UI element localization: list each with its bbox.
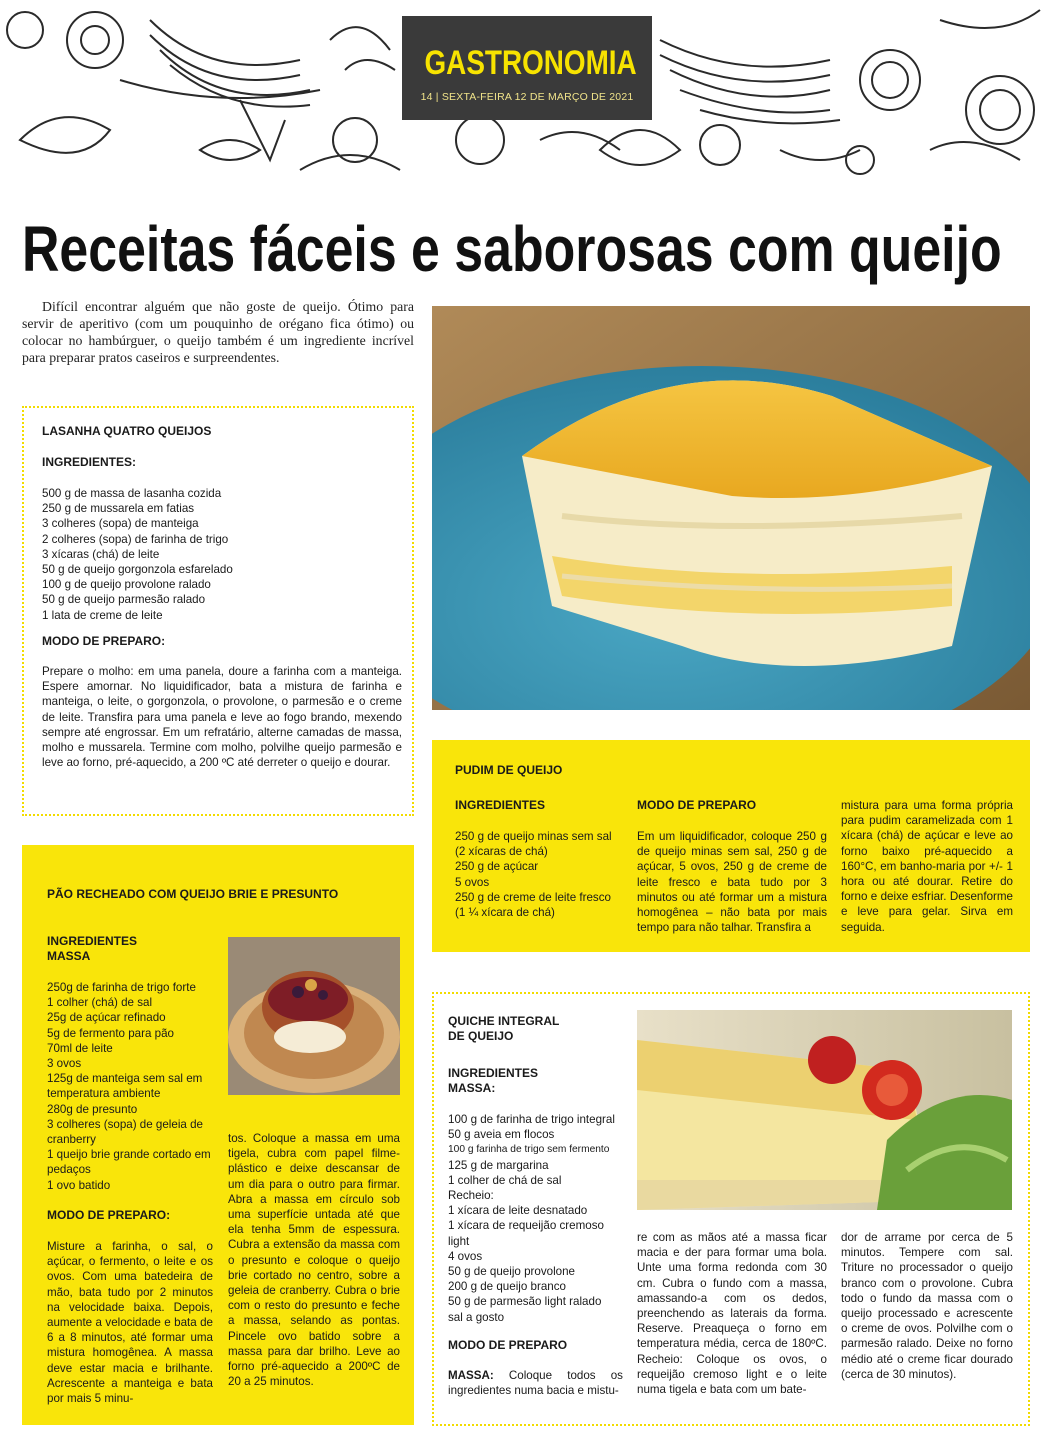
quiche-title <box>448 1014 628 1044</box>
pudim-title: PUDIM DE QUEIJO <box>455 763 563 777</box>
pao-title: PÃO RECHEADO COM QUEIJO BRIE E PRESUNTO <box>47 887 339 901</box>
quiche-method-col3: dor de arrame por cerca de 5 minutos. Tempere com sal. Triture no processador o queijo branco com o provolone. Cubra todo o fundo da massa com o queijo processado e acrescente o creme de ovos. Polvilhe com o parmesão ralado. Deixe no forno médio até o creme ficar dourado (cerca de 30 minutos). <box>841 1231 1013 1381</box>
ingredient-item: 50 g de queijo parmesão ralado <box>42 593 206 607</box>
pudim-method-label: MODO DE PREPARO <box>637 798 757 812</box>
ingredient-item: 3 ovos <box>47 1057 82 1071</box>
ingredient-item: 50 g de queijo gorgonzola esfarelado <box>42 563 233 577</box>
ingredient-item: 1 colher (chá) de sal <box>47 996 153 1010</box>
lasanha-ingredients-list <box>42 486 402 623</box>
ingredient-item: 1 colher de chá de sal <box>448 1173 562 1187</box>
ingredient-item: 5g de fermento para pão <box>47 1026 174 1040</box>
ingredient-item: 250g de farinha de trigo forte <box>47 981 196 994</box>
ingredient-item: 5 ovos <box>455 875 490 889</box>
quiche-method-col1-text: Coloque todos os ingredientes numa bacia e mistu- <box>448 1369 623 1398</box>
issue-date-line: 14 | SEXTA-FEIRA 12 DE MARÇO DE 2021 <box>420 91 634 103</box>
pudim-ingredients-list <box>455 829 625 920</box>
quiche-title-line1: QUICHE INTEGRAL <box>448 1014 560 1028</box>
ingredient-item: 2 colheres (sopa) de farinha de trigo <box>42 532 229 546</box>
ingredient-item: 50 g de parmesão light ralado <box>448 1295 602 1309</box>
quiche-massa-inline-label: MASSA: <box>448 1369 494 1382</box>
quiche-photo <box>637 1010 1012 1210</box>
quiche-method-col1 <box>448 1368 623 1398</box>
ingredient-item: (2 xícaras de chá) <box>455 845 548 859</box>
pao-massa-label: MASSA <box>47 949 91 963</box>
pao-photo <box>228 937 400 1095</box>
ingredient-item: 50 g de queijo provolone <box>448 1265 575 1279</box>
ingredient-item: 1 xícara de leite desnatado <box>448 1204 588 1218</box>
header-banner <box>0 0 1058 180</box>
ingredient-item: 250 g de mussarela em fatias <box>42 502 195 516</box>
ingredient-item: 280g de presunto <box>47 1102 138 1116</box>
lasanha-method-label: MODO DE PREPARO: <box>42 634 166 648</box>
ingredient-item: 500 g de massa de lasanha cozida <box>42 487 222 500</box>
quiche-method-col2: re com as mãos até a massa ficar macia e der para formar uma bola. Unte uma forma redonda com 30 cm. Cubra o fundo com a massa, amassando-a com os dedos, preenchendo as laterais da forma. Reserve. Preaqueça o forno em temperatura média, cerca de 180ºC. Recheio: Coloque os ovos, o requeijão cremoso light e o leite numa tigela e bata com um bate- <box>637 1231 827 1397</box>
quiche-title-line2: DE QUEIJO <box>448 1029 514 1043</box>
ingredient-item: 125 g de margarina <box>448 1158 549 1172</box>
quiche-ingredients-list <box>448 1112 628 1325</box>
section-masthead <box>402 16 652 120</box>
quiche-method-label: MODO DE PREPARO <box>448 1338 568 1352</box>
pudim-method-col1: Em um liquidificador, coloque 250 g de queijo minas sem sal, 250 g de açúcar, 5 ovos, 250 g de creme de leite fresco e bata tudo por 3 minutos ou até formar um a mistura homogênea – não bata por mais tempo para não talhar. Transfira a <box>637 830 827 935</box>
ingredient-item: 250 g de creme de leite fresco <box>455 890 611 904</box>
ingredient-item: 100 g farinha de trigo sem fermento <box>448 1144 610 1156</box>
ingredient-item: 25g de açúcar refinado <box>47 1011 166 1025</box>
ingredient-item: 70ml de leite <box>47 1041 113 1055</box>
pao-method-label: MODO DE PREPARO: <box>47 1208 171 1222</box>
pudim-ingredients-label: INGREDIENTES <box>455 798 546 812</box>
pao-method-col1: Misture a farinha, o sal, o açúcar, o fermento, o leite e os ovos. Com uma batedeira de mão, bata tudo por 2 minutos na velocidade baixa. Depois, aumente a velocidade e bata de 6 a 8 minutos, até formar uma mistura homogênea. A massa deve estar macia e brilhante. Acrescente a manteiga e bata por mais 5 minu- <box>47 1240 213 1406</box>
lasanha-method-text: Prepare o molho: em uma panela, doure a farinha com a manteiga. Espere amornar. No liquidificador, bata a mistura de farinha e manteiga, o leite, o gorgonzola, o provolone, o parmesão e o creme de leite. Transfira para uma panela e leve ao fogo brando, mexendo sempre até engrossar. Em um refratário, alterne camadas de massa, molho e mussarela. Termine com molho, polvilhe queijo parmesão e leve ao forno, pré-aquecido, a 200 ºC até derreter o queijo e dourar. <box>42 665 402 770</box>
ingredient-item: 50 g aveia em flocos <box>448 1128 555 1142</box>
pao-method-col2: tos. Coloque a massa em uma tigela, cubra com papel filme-plástico e deixe descansar de um dia para o outro para firmar. Abra a massa em círculo sob uma superfície untada até que ela tenha 5mm de espessura. Cubra a extensão da massa com o presunto e coloque o queijo brie cortado no centro, sobre a geleia de cranberry. Cubra o brie com o resto do presunto e feche a massa, selando as pontas. Pincele ovo batido sobre a massa para dar brilho. Leve ao forno pré-aquecido a 200ºC de 20 a 25 minutos. <box>228 1132 400 1389</box>
ingredient-item: 1 queijo brie grande cortado em pedaços <box>47 1148 211 1177</box>
intro-paragraph: Difícil encontrar alguém que não goste de queijo. Ótimo para servir de aperitivo (com um pouquinho de orégano fica ótimo) ou colocar no hambúrguer, o queijo também é um ingrediente incrível para preparar pratos caseiros e surpreendentes. <box>22 299 414 365</box>
ingredient-item: 100 g de queijo provolone ralado <box>42 578 211 592</box>
ingredient-item: 200 g de queijo branco <box>448 1280 566 1294</box>
ingredient-item: (1 ¼ xícara de chá) <box>455 906 555 920</box>
ingredient-item: sal a gosto <box>448 1310 505 1324</box>
ingredient-item: 250 g de açúcar <box>455 860 539 874</box>
ingredient-item: 250 g de queijo minas sem sal <box>455 830 612 843</box>
ingredient-item: 1 xícara de requeijão cremoso light <box>448 1219 604 1248</box>
pao-ingredients-list <box>47 980 217 1193</box>
ingredient-item: 125g de manteiga sem sal em temperatura ambiente <box>47 1072 203 1101</box>
quiche-ingredients-label: INGREDIENTES <box>448 1066 539 1080</box>
lasagna-photo <box>432 306 1030 710</box>
ingredient-item: 4 ovos <box>448 1249 483 1263</box>
page-headline: Receitas fáceis e saborosas com queijo <box>22 213 1002 285</box>
ingredient-item: 100 g de farinha de trigo integral <box>448 1113 615 1126</box>
ingredient-item: 1 ovo batido <box>47 1178 111 1192</box>
quiche-massa-label: MASSA: <box>448 1081 496 1095</box>
pao-ingredients-label: INGREDIENTES <box>47 934 138 948</box>
ingredient-item: 1 lata de creme de leite <box>42 608 163 622</box>
ingredient-item: Recheio: <box>448 1189 494 1203</box>
ingredient-item: 3 colheres (sopa) de geleia de cranberry <box>47 1117 203 1147</box>
lasanha-ingredients-label: INGREDIENTES: <box>42 455 137 469</box>
pudim-method-col2: mistura para uma forma própria para pudim caramelizada com 1 xícara (chá) de açúcar e leve ao forno baixo pré-aquecido a 160°C, em banho-maria por +/- 1 hora ou até dourar. Retire do forno e deixe esfriar. Desenforme e leve para gelar. Sirva em seguida. <box>841 799 1013 934</box>
ingredient-item: 3 colheres (sopa) de manteiga <box>42 517 199 531</box>
section-name: GASTRONOMIA <box>424 44 637 82</box>
lasanha-title: LASANHA QUATRO QUEIJOS <box>42 424 212 438</box>
ingredient-item: 3 xícaras (chá) de leite <box>42 547 160 561</box>
